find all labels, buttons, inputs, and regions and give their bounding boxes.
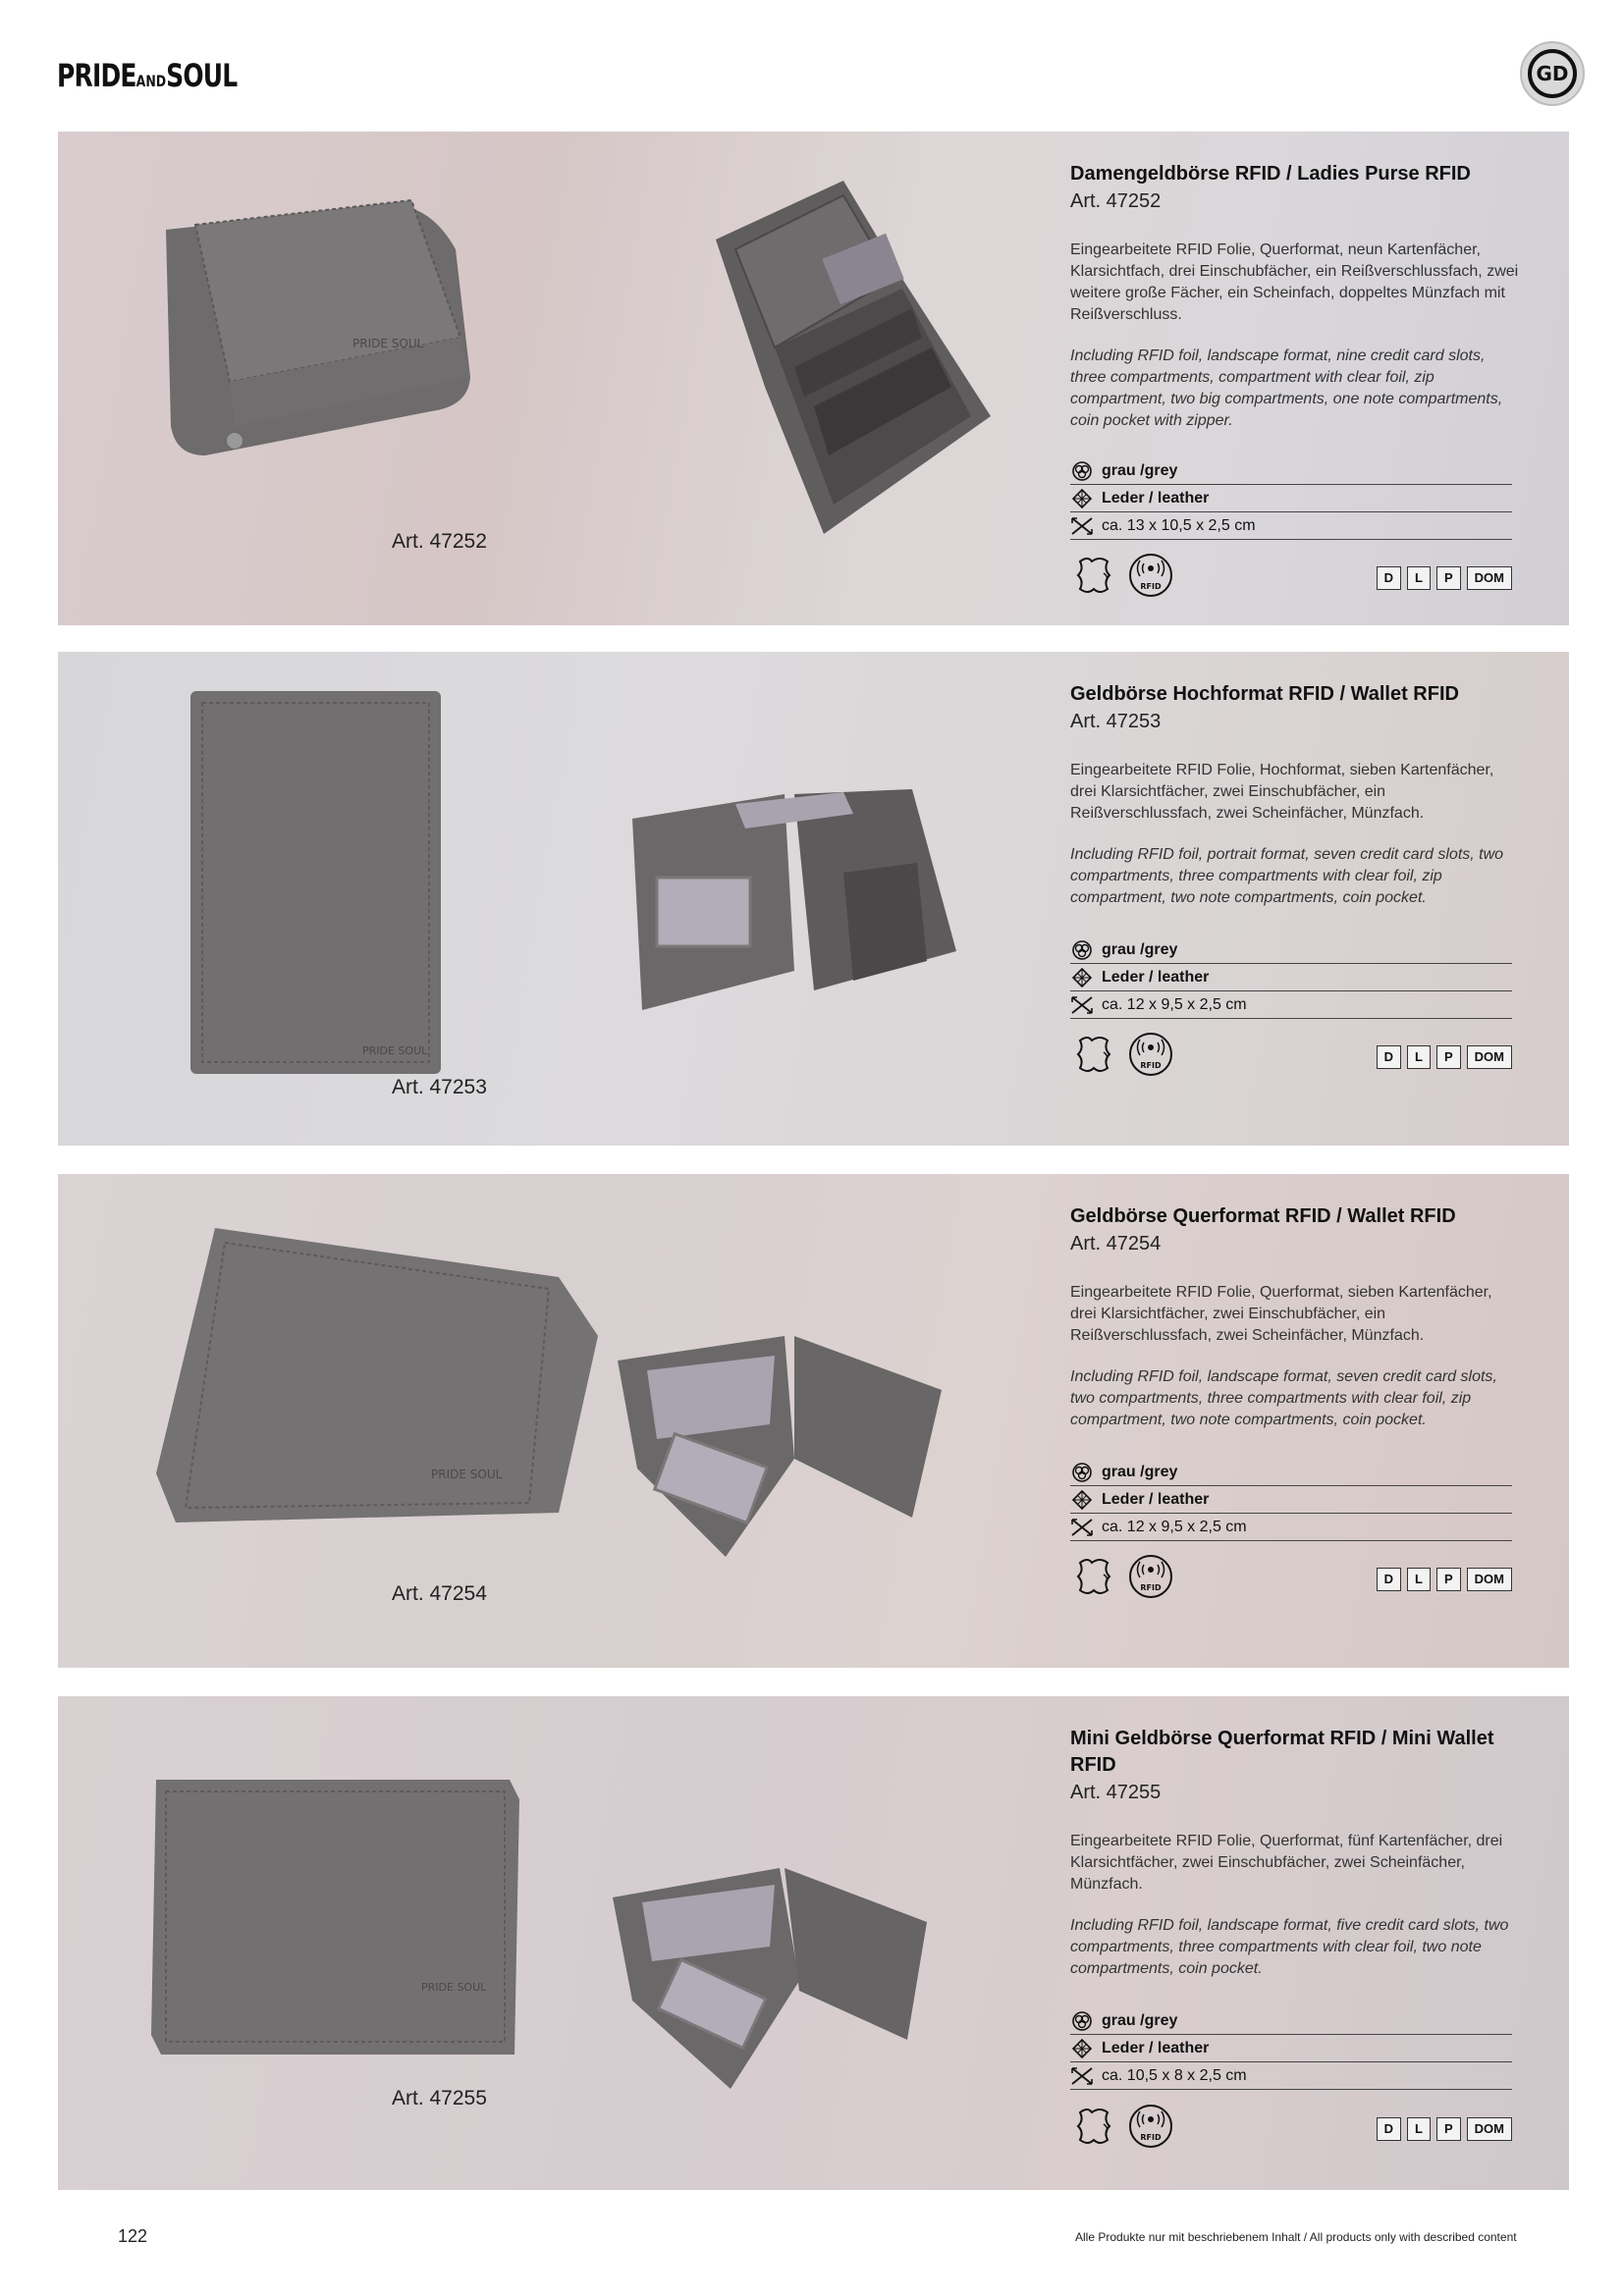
brand-and: AND [135, 72, 167, 90]
dimensions-icon [1070, 1518, 1094, 1537]
code-badge: L [1407, 566, 1431, 590]
code-badge: P [1436, 1568, 1461, 1591]
wallet-closed-image [136, 171, 647, 495]
description-german: Eingearbeitete RFID Folie, Querformat, fünf Kartenfächer, drei Klarsichtfächer, zwei Einschubfächer, zwei Scheinfächer, Münzfach. [1070, 1833, 1503, 1893]
dimensions-icon [1070, 516, 1094, 536]
leather-pattern-icon [1070, 2039, 1094, 2058]
color-palette-icon [1070, 1463, 1094, 1482]
spec-color [1070, 937, 1512, 964]
wallet-open-image [608, 1331, 1020, 1567]
rfid-badge-text: RFID [1140, 2133, 1162, 2142]
leather-pattern-icon [1070, 1490, 1094, 1510]
spec-material-value: Leder / leather [1102, 1491, 1210, 1508]
product-panel-47254 [58, 1174, 1569, 1668]
rfid-protection-icon [1127, 1031, 1174, 1078]
color-palette-icon [1070, 2011, 1094, 2031]
footer-note: Alle Produkte nur mit beschriebenem Inhalt / All products only with described content [1075, 2230, 1517, 2244]
genuine-leather-icon [1070, 1031, 1117, 1078]
code-badge: D [1377, 566, 1401, 590]
code-badge: L [1407, 2117, 1431, 2141]
article-number: Art. 47252 [1070, 190, 1162, 212]
spec-material-value: Leder / leather [1102, 2040, 1210, 2056]
spec-size [1070, 513, 1512, 540]
svg-text:PRIDE SOUL: PRIDE SOUL [421, 1981, 487, 1994]
rfid-protection-icon [1127, 552, 1174, 599]
product-title: Geldbörse Hochformat RFID / Wallet RFID [1070, 683, 1459, 705]
badge-row [1070, 1553, 1512, 1612]
code-badge: P [1436, 1045, 1461, 1069]
leather-pattern-icon [1070, 489, 1094, 508]
spec-size-value: ca. 12 x 9,5 x 2,5 cm [1102, 1519, 1247, 1535]
spec-material [1070, 486, 1512, 512]
wallet-closed-image [136, 1218, 647, 1552]
code-badge: D [1377, 1568, 1401, 1591]
code-badge: D [1377, 1045, 1401, 1069]
product-panel-47252 [58, 132, 1569, 625]
rfid-protection-icon [1127, 2103, 1174, 2150]
spec-material [1070, 965, 1512, 991]
description-english: Including RFID foil, landscape format, nine credit card slots, three compartments, compartment with clear foil, zip compartment, two big compartments, one note compartments, coin pocket with zipper. [1070, 347, 1503, 429]
description-german: Eingearbeitete RFID Folie, Querformat, neun Kartenfächer, Klarsichtfach, drei Einschubfächer, ein Reißverschlussfach, zwei weitere große Fächer, ein Scheinfach, doppeltes Münzfach mit Reißverschluss. [1070, 241, 1519, 323]
genuine-leather-icon [1070, 1553, 1117, 1600]
image-article-label: Art. 47255 [392, 2087, 487, 2109]
spec-color [1070, 2008, 1512, 2035]
spec-material [1070, 1487, 1512, 1514]
brand-logo [57, 57, 237, 94]
code-badge: D [1377, 2117, 1401, 2141]
code-badge: P [1436, 566, 1461, 590]
gd-logo-icon [1520, 41, 1585, 106]
leather-pattern-icon [1070, 968, 1094, 988]
description-english: Including RFID foil, landscape format, five credit card slots, two compartments, three compartments with clear foil, two note compartments, coin pocket. [1070, 1917, 1509, 1977]
rfid-badge-text: RFID [1140, 582, 1162, 591]
wallet-closed-image [181, 681, 456, 1094]
spec-size-value: ca. 13 x 10,5 x 2,5 cm [1102, 517, 1256, 534]
image-article-label: Art. 47254 [392, 1582, 487, 1605]
product-info [1070, 1174, 1569, 1668]
product-title: Mini Geldbörse Querformat RFID / Mini Wallet RFID [1070, 1728, 1494, 1776]
description-german: Eingearbeitete RFID Folie, Hochformat, sieben Kartenfächer, drei Klarsichtfächer, zwei Einschubfächer, ein Reißverschlussfach, zwei Scheinfächer, Münzfach. [1070, 762, 1494, 822]
svg-text:PRIDE SOUL: PRIDE SOUL [431, 1468, 503, 1481]
description-english: Including RFID foil, portrait format, seven credit card slots, two compartments, three compartments with clear foil, zip compartment, two note compartments, coin pocket. [1070, 846, 1504, 906]
spec-material [1070, 2036, 1512, 2062]
article-number: Art. 47254 [1070, 1233, 1162, 1255]
code-badge: DOM [1467, 566, 1512, 590]
distribution-codes [1377, 1568, 1512, 1591]
spec-material-value: Leder / leather [1102, 490, 1210, 507]
gd-logo-text: GD [1528, 49, 1577, 98]
article-number: Art. 47255 [1070, 1782, 1162, 1803]
distribution-codes [1377, 566, 1512, 590]
svg-text:PRIDE SOUL: PRIDE SOUL [352, 337, 424, 350]
rfid-badge-text: RFID [1140, 1583, 1162, 1592]
distribution-codes [1377, 2117, 1512, 2141]
genuine-leather-icon [1070, 552, 1117, 599]
description-german: Eingearbeitete RFID Folie, Querformat, sieben Kartenfächer, drei Klarsichtfächer, zwei Einschubfächer, ein Reißverschlussfach, zwei Scheinfächer, Münzfach. [1070, 1284, 1492, 1344]
dimensions-icon [1070, 2066, 1094, 2086]
rfid-badge-text: RFID [1140, 1061, 1162, 1070]
spec-color-value: grau /grey [1102, 941, 1178, 958]
color-palette-icon [1070, 940, 1094, 960]
spec-size [1070, 1515, 1512, 1541]
badge-row [1070, 2103, 1512, 2162]
brand-soul: SOUL [166, 57, 238, 94]
distribution-codes [1377, 1045, 1512, 1069]
rfid-protection-icon [1127, 1553, 1174, 1600]
code-badge: L [1407, 1568, 1431, 1591]
spec-material-value: Leder / leather [1102, 969, 1210, 986]
article-number: Art. 47253 [1070, 711, 1162, 732]
product-panel-47253 [58, 652, 1569, 1146]
badge-row [1070, 552, 1512, 611]
dimensions-icon [1070, 995, 1094, 1015]
wallet-open-image [627, 161, 1040, 593]
spec-color-value: grau /grey [1102, 462, 1178, 479]
product-info [1070, 1696, 1569, 2190]
wallet-closed-image [136, 1770, 529, 2064]
image-article-label: Art. 47252 [392, 530, 487, 553]
page-number: 122 [118, 2226, 148, 2246]
spec-color-value: grau /grey [1102, 1464, 1178, 1480]
code-badge: DOM [1467, 1045, 1512, 1069]
spec-color [1070, 458, 1512, 485]
spec-size-value: ca. 10,5 x 8 x 2,5 cm [1102, 2067, 1247, 2084]
spec-size [1070, 992, 1512, 1019]
badge-row [1070, 1031, 1512, 1090]
spec-size [1070, 2063, 1512, 2090]
spec-color [1070, 1460, 1512, 1486]
svg-text:PRIDE SOUL: PRIDE SOUL [362, 1044, 428, 1057]
wallet-open-image [618, 784, 1030, 1059]
product-panel-47255 [58, 1696, 1569, 2190]
color-palette-icon [1070, 461, 1094, 481]
wallet-open-image [603, 1863, 1015, 2099]
description-english: Including RFID foil, landscape format, seven credit card slots, two compartments, three compartments with clear foil, zip compartment, two note compartments, coin pocket. [1070, 1368, 1497, 1428]
product-title: Damengeldbörse RFID / Ladies Purse RFID [1070, 163, 1471, 185]
code-badge: P [1436, 2117, 1461, 2141]
product-info [1070, 652, 1569, 1146]
image-article-label: Art. 47253 [392, 1076, 487, 1098]
product-title: Geldbörse Querformat RFID / Wallet RFID [1070, 1205, 1456, 1227]
genuine-leather-icon [1070, 2103, 1117, 2150]
code-badge: L [1407, 1045, 1431, 1069]
spec-color-value: grau /grey [1102, 2012, 1178, 2029]
spec-size-value: ca. 12 x 9,5 x 2,5 cm [1102, 996, 1247, 1013]
code-badge: DOM [1467, 1568, 1512, 1591]
product-info [1070, 132, 1569, 625]
code-badge: DOM [1467, 2117, 1512, 2141]
brand-pride: PRIDE [57, 57, 136, 94]
